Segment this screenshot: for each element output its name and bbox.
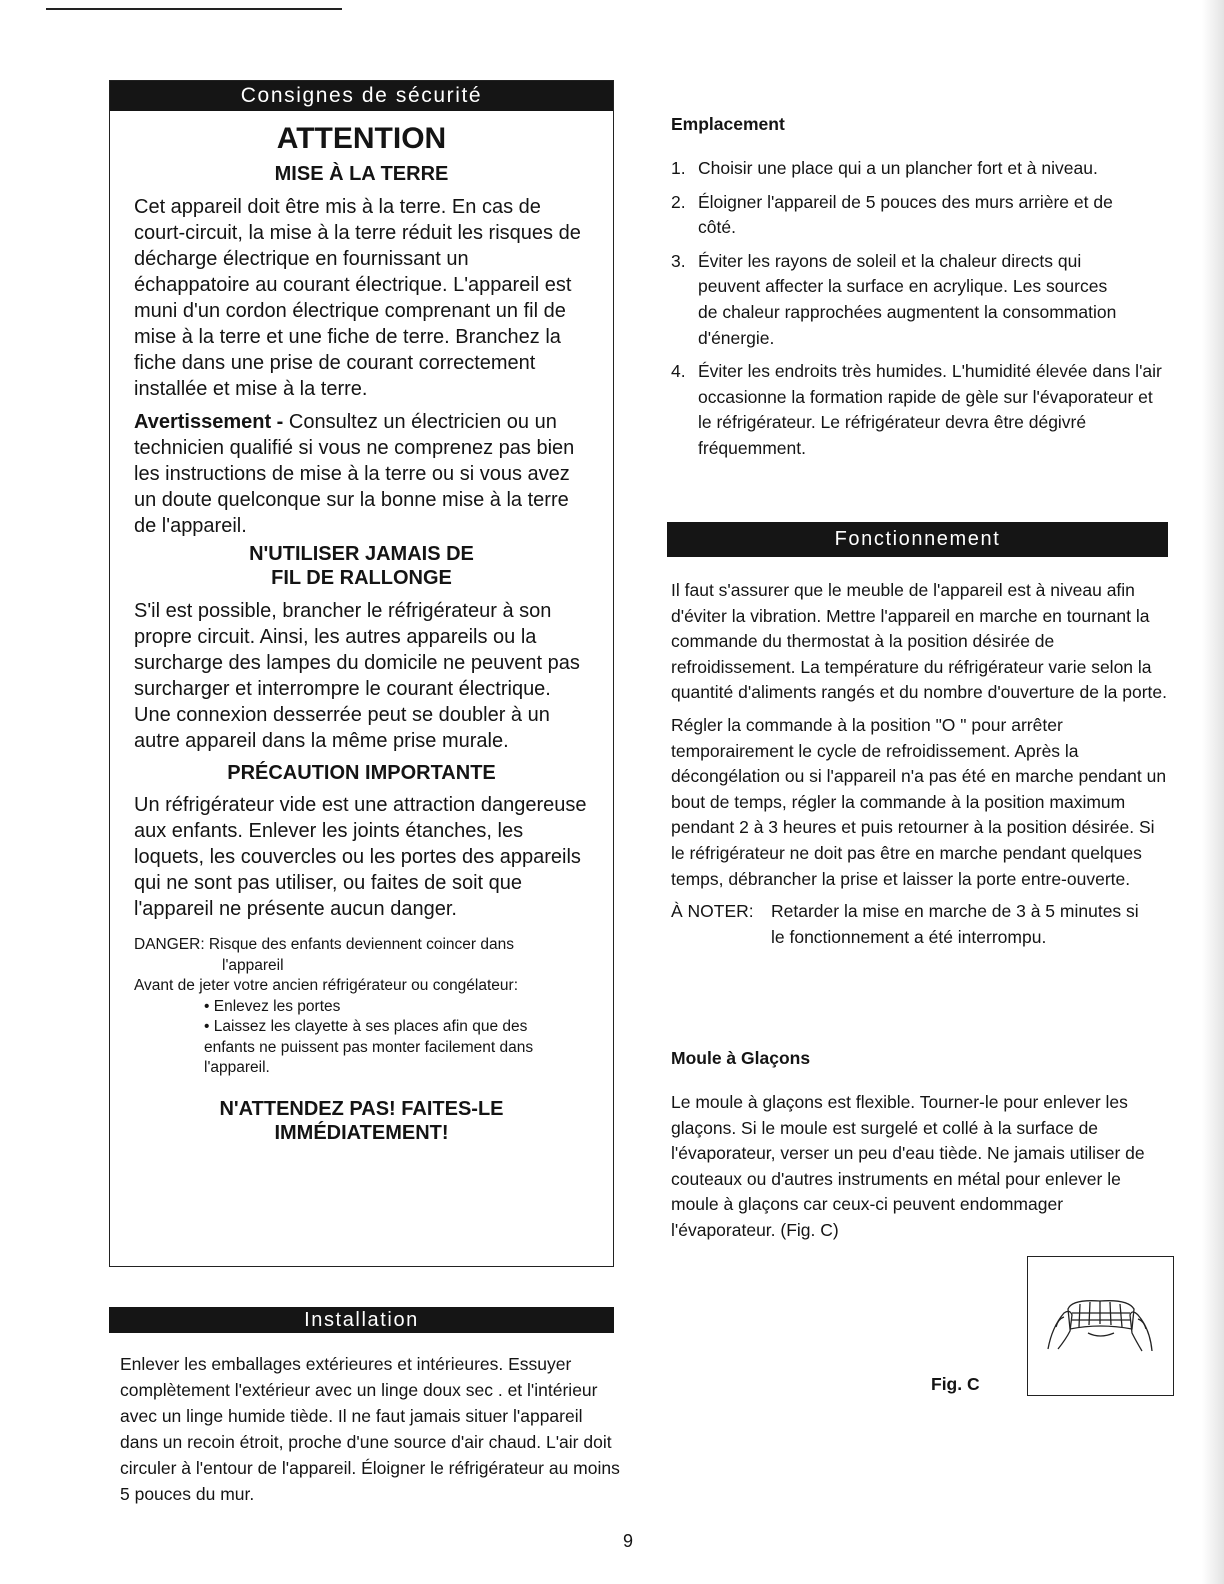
ice-tray-body: Le moule à glaçons est flexible. Tourner-le pour enlever les glaçons. Si le moule est surgelé et collé à la surface de l'évaporateur, verser un peu d'eau tiède. Ne jamais utiliser de couteaux ou d'autres instruments en métal pour enlever le moule à glaçons car ceux-ci peuvent endommager l'évaporateur. (Fig. C): [671, 1092, 1145, 1240]
fonctionnement-header: Fonctionnement: [834, 528, 1001, 550]
figure-caption: Fig. C: [931, 1374, 980, 1394]
extension-heading-line1: N'UTILISER JAMAIS DE: [249, 543, 474, 565]
safety-content: [110, 122, 613, 1145]
ice-tray-section: [671, 1046, 1171, 1251]
before-discarding-line: Avant de jeter votre ancien réfrigérateur ou congélateur:: [134, 977, 519, 994]
installation-body: Enlever les emballages extérieures et intérieures. Essuyer complètement l'extérieur avec un linge doux sec . et l'intérieur avec un linge humide tiède. Il ne faut jamais situer l'appareil dans un recoin étroit, proche d'une source d'air chaud. L'air doit circuler à l'entour de l'appareil. Éloigner le réfrigérateur au moins 5 pouces du mur.: [120, 1354, 620, 1504]
ice-tray-illustration: [1028, 1257, 1172, 1394]
emplacement-section: [671, 112, 1171, 470]
note-text: Retarder la mise en marche de 3 à 5 minutes si le fonctionnement a été interrompu.: [771, 901, 1139, 947]
bullet-remove-doors: • Enlevez les portes: [204, 997, 341, 1015]
safety-header: Consignes de sécurité: [240, 84, 483, 107]
page-number: 9: [623, 1531, 634, 1551]
warning-label: Avertissement -: [134, 411, 284, 433]
top-rule: [46, 8, 342, 10]
safety-header-bar: [110, 81, 613, 111]
warning-text: Consultez un électricien ou un technicien qualifié si vous ne comprenez pas bien les instructions de mise à la terre ou si vous avez un doute quelconque sur la bonne mise à la terre de l'appareil.: [134, 411, 575, 537]
fonctionnement-paragraph-2: Régler la commande à la position "O " pour arrêter temporairement le cycle de refroidissement. Après la décongélation ou si l'appareil n'a pas été en marche pendant un bout de temps, régler la commande à la position maximum pendant 2 à 3 heures et puis retourner à la position désirée. Si le réfrigérateur ne doit pas être en marche pendant quelques temps, débrancher la prise et laisser la porte entre-ouverte.: [671, 714, 1167, 889]
figure-c-box: [1027, 1256, 1174, 1396]
fonctionnement-paragraph-1: Il faut s'assurer que le meuble de l'appareil est à niveau afin d'éviter la vibration. Mettre l'appareil en marche en tournant la commande du thermostat à la position désirée de refroidissement. La température du réfrigérateur varie selon la quantité d'aliments rangés et du nombre d'ouverture de la porte.: [671, 580, 1168, 703]
grounding-body: Cet appareil doit être mis à la terre. En cas de court-circuit, la mise à la terre réduit les risques de décharge électrique en fournissant un échappatoire au courant électrique. L'appareil est muni d'un cordon électrique comprenant un fil de mise à la terre et une fiche de terre. Branchez la fiche dans une prise de courant correctement installée et mise à la terre.: [134, 196, 581, 400]
emplacement-list: [671, 156, 1171, 462]
fonctionnement-header-bar: [667, 522, 1168, 557]
attention-title: ATTENTION: [276, 122, 447, 155]
installation-header-bar: [109, 1307, 614, 1333]
bullet-leave-shelves: • Laissez les clayette à ses places afin que des enfants ne puissent pas monter facilement dans l'appareil.: [204, 1018, 534, 1076]
note-label: À NOTER:: [671, 901, 754, 922]
extension-heading-line2: FIL DE RALLONGE: [271, 567, 452, 589]
grounding-heading: MISE À LA TERRE: [274, 163, 449, 185]
safety-box: [109, 80, 614, 1267]
precaution-heading: PRÉCAUTION IMPORTANTE: [227, 762, 496, 784]
extension-body: S'il est possible, brancher le réfrigérateur à son propre circuit. Ainsi, les autres appareils ou la surcharge des lampes du domicile ne peuvent pas surcharger et interrompre le courant électrique. Une connexion desserrée peut se doubler à un autre appareil dans la même prise murale.: [134, 600, 580, 752]
precaution-body: Un réfrigérateur vide est une attraction dangereuse aux enfants. Enlever les joints étanches, les loquets, les couvercles ou les portes des appareils qui ne sont pas utiliser, ou faites de soit que l'appareil ne présente aucun danger.: [134, 794, 587, 920]
danger-block: [134, 935, 589, 1079]
danger-line-continued: l'appareil: [222, 956, 284, 974]
danger-line: DANGER: Risque des enfants deviennent coincer dans: [134, 936, 514, 953]
page-edge-shadow: [1202, 0, 1224, 1584]
list-item: 2. Éloigner l'appareil de 5 pouces des murs arrière et de côté.: [671, 191, 1113, 238]
fonctionnement-section: [671, 578, 1171, 950]
ice-tray-heading: Moule à Glaçons: [671, 1048, 811, 1068]
closing-line2: IMMÉDIATEMENT!: [274, 1121, 449, 1144]
warning-paragraph: [134, 409, 589, 539]
closing-line1: N'ATTENDEZ PAS! FAITES-LE: [219, 1097, 504, 1120]
note: [671, 899, 1171, 950]
installation-header: Installation: [304, 1308, 419, 1331]
list-item: 4. Éviter les endroits très humides. L'humidité élevée dans l'air occasionne la formation rapide de gèle sur l'évaporateur et le réfrigérateur. Le réfrigérateur devra être dégivré fréquemment.: [671, 361, 1162, 458]
emplacement-heading: Emplacement: [671, 114, 785, 134]
list-item: 1. Choisir une place qui a un plancher fort et à niveau.: [671, 158, 1098, 178]
list-item: 3. Éviter les rayons de soleil et la chaleur directs qui peuvent affecter la surface en acrylique. Les sources de chaleur rapprochées augmentent la consommation d'énergie.: [671, 250, 1117, 348]
